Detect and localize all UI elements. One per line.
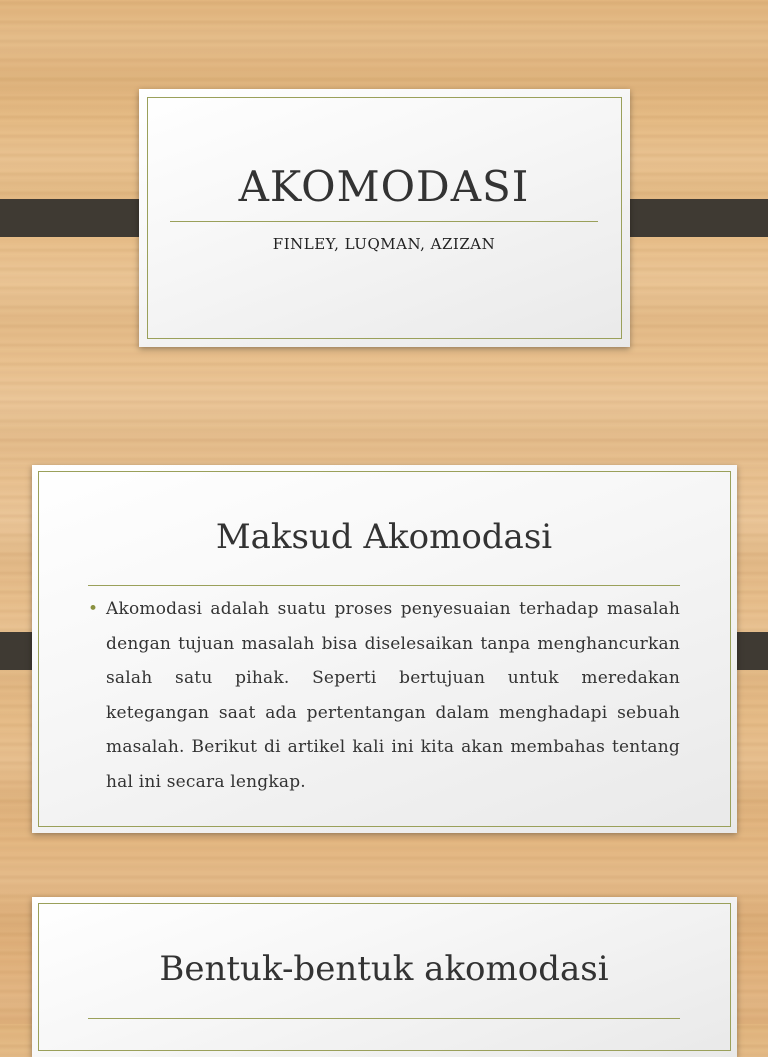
slide-title: AKOMODASI [238, 162, 530, 211]
slide-frame [147, 97, 622, 339]
bullet-text: Akomodasi adalah suatu proses penyesuaian terhadap masalah dengan tujuan masalah bisa diselesaikan tanpa menghancurkan salah satu pihak. Seperti bertujuan untuk meredakan ketegangan saat ada pertentangan dalam menghadapi sebuah masalah. Berikut di artikel kali ini kita akan membahas tentang hal ini secara lengkap. [106, 599, 680, 792]
title-rule [170, 221, 598, 222]
heading-rule-2 [88, 1018, 680, 1019]
slide-subtitle: FINLEY, LUQMAN, AZIZAN [272, 235, 496, 253]
bullet-list [88, 592, 680, 799]
slide-heading: Maksud Akomodasi [215, 517, 553, 557]
heading-rule [88, 585, 680, 586]
slide-heading-2: Bentuk-bentuk akomodasi [159, 949, 609, 989]
bullet-marker: • [88, 599, 99, 619]
title-slide [139, 89, 630, 347]
